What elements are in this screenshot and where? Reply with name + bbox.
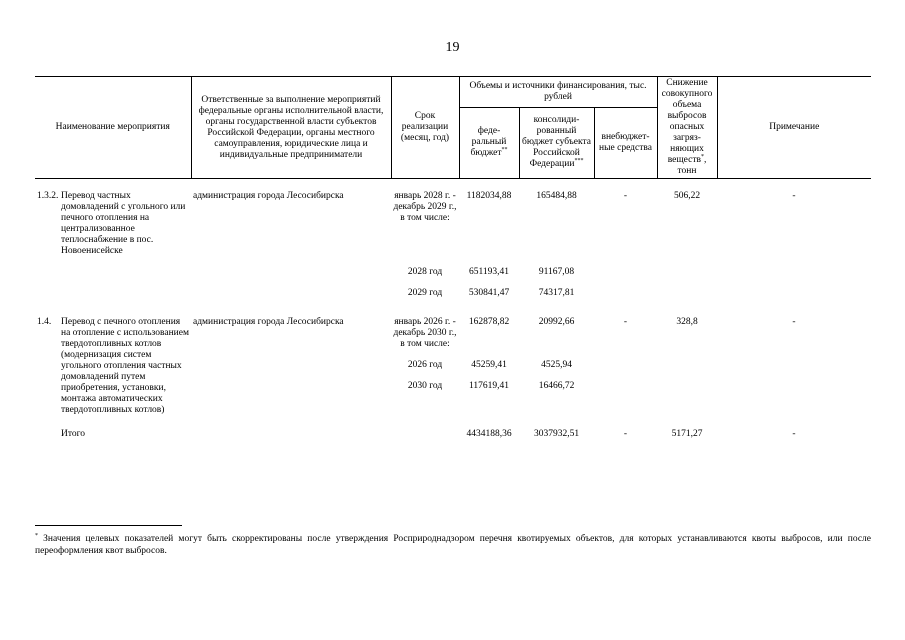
total-label: Итого — [61, 429, 86, 439]
header-extrabudget: внебюджет-ные средства — [594, 107, 657, 178]
table-row — [35, 191, 871, 257]
footnote-divider — [35, 525, 182, 526]
subrow-federal: 45259,41 — [471, 360, 507, 370]
subrow-term: 2030 год — [407, 381, 443, 391]
subrow-regional: 16466,72 — [538, 381, 575, 391]
table-subrow — [35, 267, 871, 278]
total-reduction: 5171,27 — [671, 429, 703, 439]
header-reduction: Снижение совокупного объема выбросов опасных загряз-няющих веществ*, тонн — [657, 77, 717, 179]
row-federal: 1182034,88 — [466, 191, 512, 201]
header-federal: феде-ральный бюджет** — [459, 107, 519, 178]
subrow-term: 2028 год — [407, 267, 443, 277]
subrow-term: 2026 год — [407, 360, 443, 370]
row-note: - — [792, 317, 796, 327]
page-number: 19 — [445, 40, 460, 55]
footnote: * Значения целевых показателей могут быть скорректированы после утверждения Росприроднадзором перечня квотируемых объектов, для которых устанавливаются квоты выбросов, или после переоформления квот выбросов. — [35, 532, 871, 556]
row-extrabudget: - — [623, 191, 628, 201]
row-note: - — [792, 191, 796, 201]
total-regional: 3037932,51 — [533, 429, 580, 439]
row-federal: 162878,82 — [468, 317, 510, 327]
row-responsible: администрация города Лесосибирска — [193, 191, 344, 201]
subrow-regional: 74317,81 — [538, 288, 575, 298]
measures-table — [35, 76, 871, 440]
row-regional: 20992,66 — [538, 317, 575, 327]
row-name: Перевод частных домовладений с угольного или печного отопления на централизованное теплоснабжение в пос. Новоенисейске — [61, 191, 186, 256]
total-extrabudget: - — [623, 429, 628, 439]
header-name: Наименование мероприятия — [35, 77, 191, 179]
subrow-federal: 530841,47 — [468, 288, 510, 298]
row-term: январь 2028 г. - декабрь 2029 г., в том числе: — [393, 191, 457, 223]
subrow-regional: 4525,94 — [541, 360, 572, 370]
total-note: - — [792, 429, 796, 439]
row-term: январь 2026 г. - декабрь 2030 г., в том числе: — [393, 317, 457, 349]
total-federal: 4434188,36 — [466, 429, 512, 439]
header-financing: Объемы и источники финансирования, тыс. рублей — [459, 77, 657, 108]
subrow-term: 2029 год — [407, 288, 443, 298]
header-note: Примечание — [717, 77, 871, 179]
row-extrabudget: - — [623, 317, 628, 327]
header-regional: консолиди-рованный бюджет субъекта Российской Федерации*** — [519, 107, 594, 178]
row-reduction: 328,8 — [676, 317, 698, 327]
row-name: Перевод с печного отопления на отопление с использованием твердотопливных котлов (модернизация систем угольного отопления частных домовладений путем приобретения, установки, монтажа автоматических твердотопливных котлов) — [61, 317, 189, 415]
total-row — [35, 429, 871, 440]
subrow-federal: 117619,41 — [468, 381, 510, 391]
table-subrow — [35, 288, 871, 299]
subrow-regional: 91167,08 — [538, 267, 575, 277]
header-responsible: Ответственные за выполнение мероприятий федеральные органы исполнительной власти, органы государственной власти субъектов Российской Федерации, органы местного самоуправления, юридические лица и индивидуальные предприниматели — [191, 77, 391, 179]
row-regional: 165484,88 — [536, 191, 577, 201]
subrow-federal: 651193,41 — [468, 267, 510, 277]
header-term: Срок реализации (месяц, год) — [391, 77, 459, 179]
row-reduction: 506,22 — [673, 191, 701, 201]
row-number: 1.4. — [37, 317, 52, 327]
row-responsible: администрация города Лесосибирска — [193, 317, 344, 327]
row-number: 1.3.2. — [37, 191, 59, 201]
table-row — [35, 317, 871, 350]
